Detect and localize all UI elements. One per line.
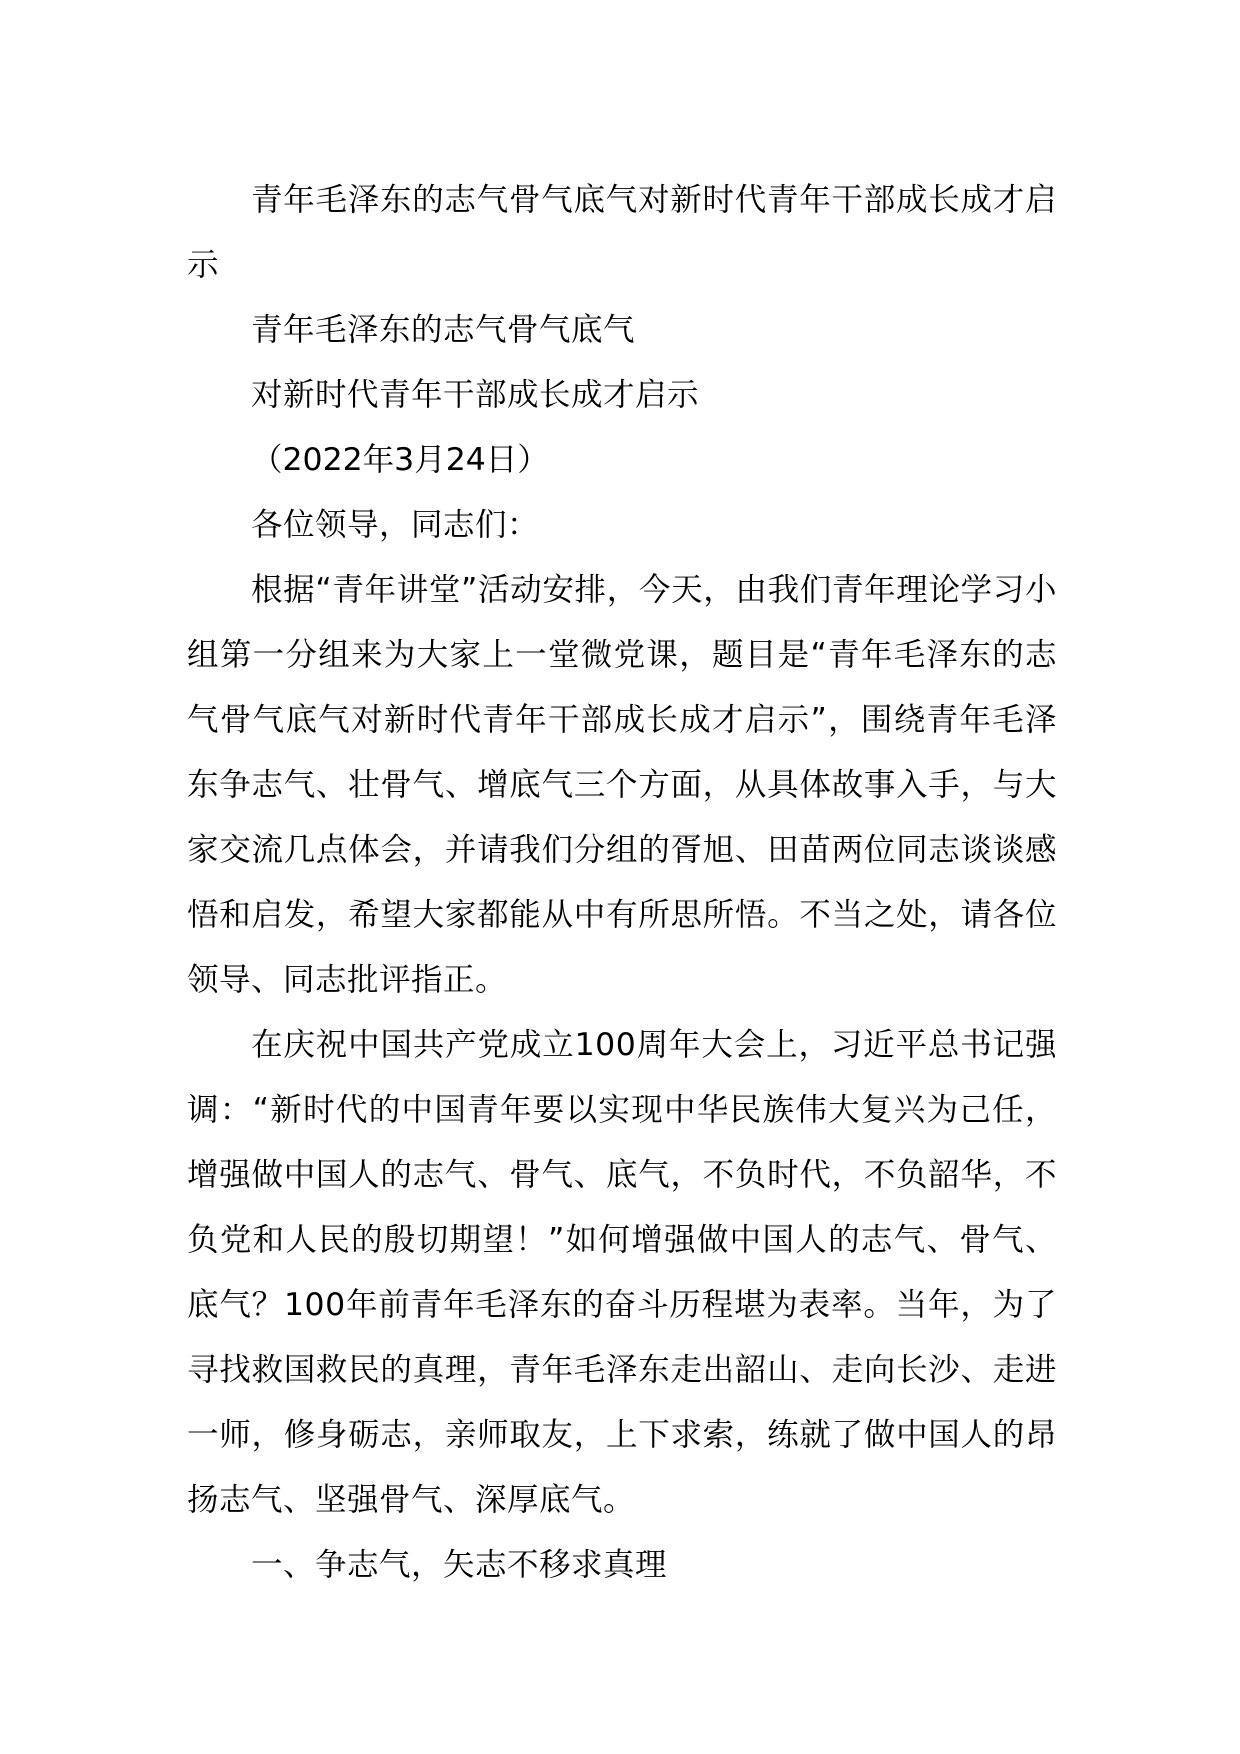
heading-line-2: 对新时代青年干部成长成才启示	[251, 377, 700, 413]
document-body	[187, 168, 1057, 1598]
salutation: 各位领导，同志们：	[251, 507, 540, 543]
speech-date: （2022年3月24日）	[251, 442, 549, 478]
body-paragraph-quote: 在庆祝中国共产党成立100周年大会上，习近平总书记强调：“新时代的中国青年要以实现中华民族伟大复兴为己任，增强做中国人的志气、骨气、底气，不负时代，不负韶华，不负党和人民的殷切期望！”如何增强做中国人的志气、骨气、底气？100年前青年毛泽东的奋斗历程堪为表率。当年，为了寻找救国救民的真理，青年毛泽东走出韶山、走向长沙、走进一师，修身砺志，亲师取友，上下求索，练就了做中国人的昂扬志气、坚强骨气、深厚底气。	[187, 1027, 1057, 1518]
section-heading: 一、争志气，矢志不移求真理	[251, 1547, 668, 1583]
heading-line-1: 青年毛泽东的志气骨气底气	[251, 312, 636, 348]
document-title: 青年毛泽东的志气骨气底气对新时代青年干部成长成才启示	[187, 182, 1057, 283]
body-paragraph-intro: 根据“青年讲堂”活动安排，今天，由我们青年理论学习小组第一分组来为大家上一堂微党课，题目是“青年毛泽东的志气骨气底气对新时代青年干部成长成才启示”，围绕青年毛泽东争志气、壮骨气、增底气三个方面，从具体故事入手，与大家交流几点体会，并请我们分组的胥旭、田苗两位同志谈谈感悟和启发，希望大家都能从中有所思所悟。不当之处，请各位领导、同志批评指正。	[187, 572, 1057, 998]
